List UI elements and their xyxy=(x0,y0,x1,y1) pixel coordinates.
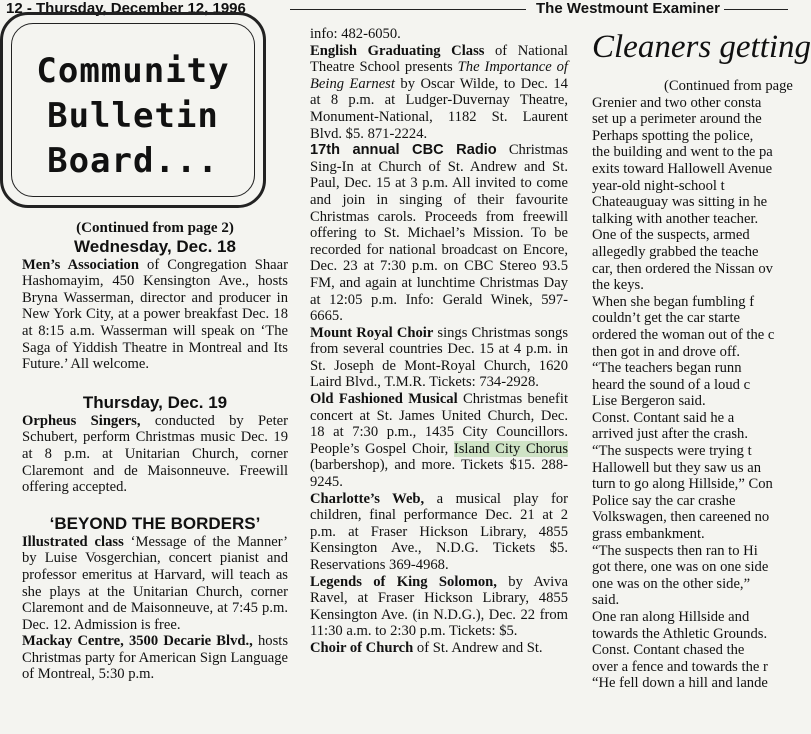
article-line: “He fell down a hill and lande xyxy=(592,675,768,692)
listing-lead: Mount Royal Choir xyxy=(310,324,434,341)
title-line: Board... xyxy=(47,141,219,181)
article-line: couldn’t get the car starte xyxy=(592,310,741,327)
article-line: turn to go along Hillside,” Con xyxy=(592,476,773,493)
article-line: “The suspects were trying t xyxy=(592,443,752,460)
listing-lead: Choir of Church xyxy=(310,639,414,656)
article-line: set up a perimeter around the xyxy=(592,111,762,128)
article-line: the keys. xyxy=(592,277,644,294)
listing-lead: Legends of King Solomon, xyxy=(310,573,497,590)
listing-item xyxy=(22,534,288,634)
title-line: Community xyxy=(36,51,230,91)
article-line: then got in and drove off. xyxy=(592,343,741,360)
listing-text: of Congregation Shaar Hashomayim, 450 Kensington Ave., hosts Bryna Wasserman, director and producer in New York City, at a power breakfast Dec. 18 at 8:15 a.m. Wasserman will speak on ‘The Saga of Yiddish Theatre in Montreal and Its Future.’ All welcome. xyxy=(22,256,288,373)
article-line: Perhaps spotting the police, xyxy=(592,127,754,144)
listing-item: info: 482-6050. xyxy=(310,26,401,42)
listing-text: a musical play for children, final performance Dec. 21 at 2 p.m. at Fraser Hickson Library, 4855 Kensington Ave., N.D.G. Tickets $5. Reservations 369-4968. xyxy=(310,490,568,573)
article-line: Volkswagen, then careened no xyxy=(592,509,770,526)
listing-item xyxy=(22,633,288,683)
article-headline: Cleaners getting xyxy=(592,29,811,65)
paper-name: The Westmount Examiner xyxy=(536,0,720,17)
bulletin-column xyxy=(22,22,288,683)
listing-text: (barbershop), and more. Tickets $15. 288-9245. xyxy=(310,457,568,491)
article-line: Chateauguay was sitting in he xyxy=(592,194,768,211)
listing-item xyxy=(310,640,568,657)
listing-item xyxy=(310,574,568,640)
listing-title: The Importance of Being Earnest xyxy=(310,59,568,92)
article-line: over a fence and towards the r xyxy=(592,658,768,675)
listing-lead: Mackay Centre, 3500 Decarie Blvd., xyxy=(22,633,253,650)
article-line: When she began fumbling f xyxy=(592,293,755,310)
article-line: got there, one was on one side xyxy=(592,559,769,576)
listing-text: Christmas benefit concert at St. James United Church, Dec. 18 at 7:30 p.m., 1435 City Councillors. People’s Gospel Choir, xyxy=(310,391,568,457)
title-line: Bulletin xyxy=(47,96,219,136)
header-rule-right xyxy=(724,9,788,10)
listing-lead: Old Fashioned Musical xyxy=(310,391,458,408)
listing-text: by Aviva Ravel, at Fraser Hickson Library, 4855 Kensington Ave. (in N.D.G.), Dec. 22 from 11:30 a.m. to 2:30 p.m. Tickets: $5. xyxy=(310,573,568,640)
article-line: Grenier and two other consta xyxy=(592,94,762,111)
article-line: ordered the woman out of the c xyxy=(592,326,775,343)
article-line: year-old night-school t xyxy=(592,177,725,194)
listing-text: sings Christmas songs from several countries Dec. 15 at 4 p.m. in St. Joseph de Mont-Royal Church, 1620 Laird Blvd., T.M.R. Tickets: 734-2928. xyxy=(310,324,569,391)
article-line: Const. Contant said he a xyxy=(592,409,735,426)
listing-item xyxy=(310,325,568,391)
listing-lead: Illustrated class xyxy=(22,533,124,550)
listing-text: hosts Christmas party for American Sign Language of Montreal, 5:30 p.m. xyxy=(22,633,289,683)
listing-lead: Charlotte’s Web, xyxy=(310,490,425,507)
section-heading: Thursday, Dec. 19 xyxy=(82,392,228,412)
article-line: towards the Athletic Grounds. xyxy=(592,625,768,642)
article-line: one was on the other side,” xyxy=(592,575,751,592)
article-line: allegedly grabbed the teache xyxy=(592,243,759,260)
article-line: One of the suspects, armed xyxy=(592,227,750,244)
listing-text: ‘Message of the Manner’ by Luise Vosgerchian, concert pianist and professor emeritus at Harvard, will teach as she plays at the Unitarian Church, corner Claremont and de Maisonneuve, at 7:45 p.m. Dec. 12. Admission is free. xyxy=(22,533,288,633)
article-line: Lise Bergeron said. xyxy=(592,393,706,410)
article-line: Police say the car crashe xyxy=(592,492,736,509)
listing-text: Christmas Sing-In at Church of St. Andrew and St. Paul, Dec. 15 at 3 p.m. All invited to come and join in singing of their favourite Christmas carols. Proceeds from freewill offering to St. Michael’s Mission. To be recorded for national broadcast on Encore, Dec. 23 at 7:30 p.m. on CBC Stereo 93.5 FM, and again at lunchtime Christmas Day at 12:05 p.m. Info: Gerald Winek, 597-6665. xyxy=(310,142,569,325)
listing-lead: Orpheus Singers, xyxy=(22,412,141,429)
page-date: 12 - Thursday, December 12, 1996 xyxy=(6,0,246,17)
article-line: arrived just after the crash. xyxy=(592,426,748,443)
listing-item xyxy=(310,391,568,491)
listing-lead: English Graduating Class xyxy=(310,42,485,59)
listing-text: of St. Andrew and St. xyxy=(413,639,543,656)
article-body xyxy=(592,78,793,692)
article-line: Hallowell but they saw us an xyxy=(592,459,762,476)
article-line: the building and went to the pa xyxy=(592,144,773,161)
bulletin-board-title xyxy=(3,49,263,184)
header-rule-left xyxy=(290,9,526,10)
bulletin-board-box-wrap xyxy=(22,22,288,220)
listing-text: of National Theatre School presents xyxy=(310,42,568,76)
listing-text: by Oscar Wilde, to Dec. 14 at 8 p.m. at Ludger-Duvernay Theatre, Monument-National, 1182 St. Laurent Blvd. $5. 871-2224. xyxy=(310,75,568,142)
article-line: “The teachers began runn xyxy=(592,360,742,377)
listing-text: conducted by Peter Schubert, perform Christmas music Dec. 19 at 8 p.m. at Unitarian Church, corner Claremont and de Maisonneuve. Freewill offering accepted. xyxy=(22,412,288,496)
highlighted-text: Island City Chorus xyxy=(453,440,568,457)
section-heading: ‘BEYOND THE BORDERS’ xyxy=(49,513,261,533)
listing-item xyxy=(22,257,288,373)
continued-note: (Continued from page 2) xyxy=(76,220,234,236)
section-heading: Wednesday, Dec. 18 xyxy=(74,236,236,256)
listing-item xyxy=(310,491,568,574)
listings-column xyxy=(310,26,568,657)
article-line: One ran along Hillside and xyxy=(592,609,750,625)
article-line: said. xyxy=(592,592,620,609)
article-line: grass embankment. xyxy=(592,526,705,543)
article-line: talking with another teacher. xyxy=(592,210,759,227)
listing-lead: 17th annual CBC Radio xyxy=(310,142,497,159)
article-line: exits toward Hallowell Avenue xyxy=(592,160,773,177)
article-column xyxy=(592,28,811,692)
article-line: heard the sound of a loud c xyxy=(592,376,751,393)
article-line: “The suspects then ran to Hi xyxy=(592,542,758,559)
article-line: car, then ordered the Nissan ov xyxy=(592,260,773,277)
listing-lead: Men’s Association xyxy=(22,256,139,273)
listing-item xyxy=(22,413,288,496)
article-line: Const. Contant chased the xyxy=(592,642,745,659)
article-line: (Continued from page xyxy=(664,78,793,94)
listing-item xyxy=(310,142,568,325)
bulletin-board-box xyxy=(0,12,266,208)
listing-item xyxy=(310,43,568,143)
